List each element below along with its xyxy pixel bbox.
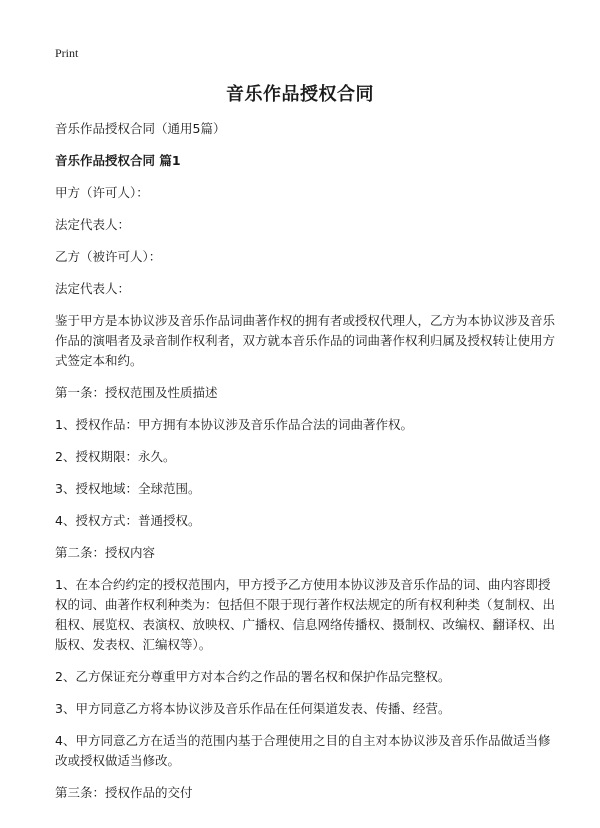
clause-paragraph: 4、甲方同意乙方在适当的范围内基于合理使用之目的自主对本协议涉及音乐作品做适当修改或授权做适当修改。 — [55, 733, 551, 768]
clause-paragraph: 1、在本合约约定的授权范围内，甲方授予乙方使用本协议涉及音乐作品的词、曲内容即授权的词、曲著作权利种类为：包括但不限于现行著作权法规定的所有权利种类（复制权、出租权、展览权、表演权、放映权、广播权、信息网络传播权、摄制权、改编权、翻译权、出版权、发表权、汇编权等）。 — [55, 577, 556, 652]
party-b-representative-label: 法定代表人： — [55, 281, 131, 296]
party-a-representative-label: 法定代表人： — [55, 217, 131, 232]
clause-paragraph: 2、授权期限：永久。 — [55, 449, 176, 464]
document-subtitle: 音乐作品授权合同（通用5篇） — [55, 121, 226, 136]
clause-paragraph: 2、乙方保证充分尊重甲方对本合约之作品的署名权和保护作品完整权。 — [55, 669, 451, 684]
article-heading: 第一条：授权范围及性质描述 — [55, 385, 218, 400]
section-heading: 音乐作品授权合同 篇1 — [55, 153, 181, 168]
party-a-label: 甲方（许可人）： — [55, 185, 149, 200]
clause-paragraph: 3、授权地域：全球范围。 — [55, 481, 201, 496]
party-b-label: 乙方（被许可人）： — [55, 249, 162, 264]
article-heading: 第二条：授权内容 — [55, 545, 156, 560]
article-heading: 第三条：授权作品的交付 — [55, 785, 193, 800]
print-link[interactable]: Print — [55, 46, 79, 60]
preamble-paragraph: 鉴于甲方是本协议涉及音乐作品词曲著作权的拥有者或授权代理人，乙方为本协议涉及音乐作品的演唱者及录音制作权利者，双方就本音乐作品的词曲著作权利归属及授权转让使用方式签定本和约。 — [55, 313, 556, 368]
document-body — [55, 119, 555, 815]
document-title: 音乐作品授权合同 — [226, 84, 374, 105]
clause-paragraph: 1、授权作品：甲方拥有本协议涉及音乐作品合法的词曲著作权。 — [55, 417, 413, 432]
clause-paragraph: 3、甲方同意乙方将本协议涉及音乐作品在任何渠道发表、传播、经营。 — [55, 701, 451, 716]
clause-paragraph: 4、授权方式：普通授权。 — [55, 513, 201, 528]
